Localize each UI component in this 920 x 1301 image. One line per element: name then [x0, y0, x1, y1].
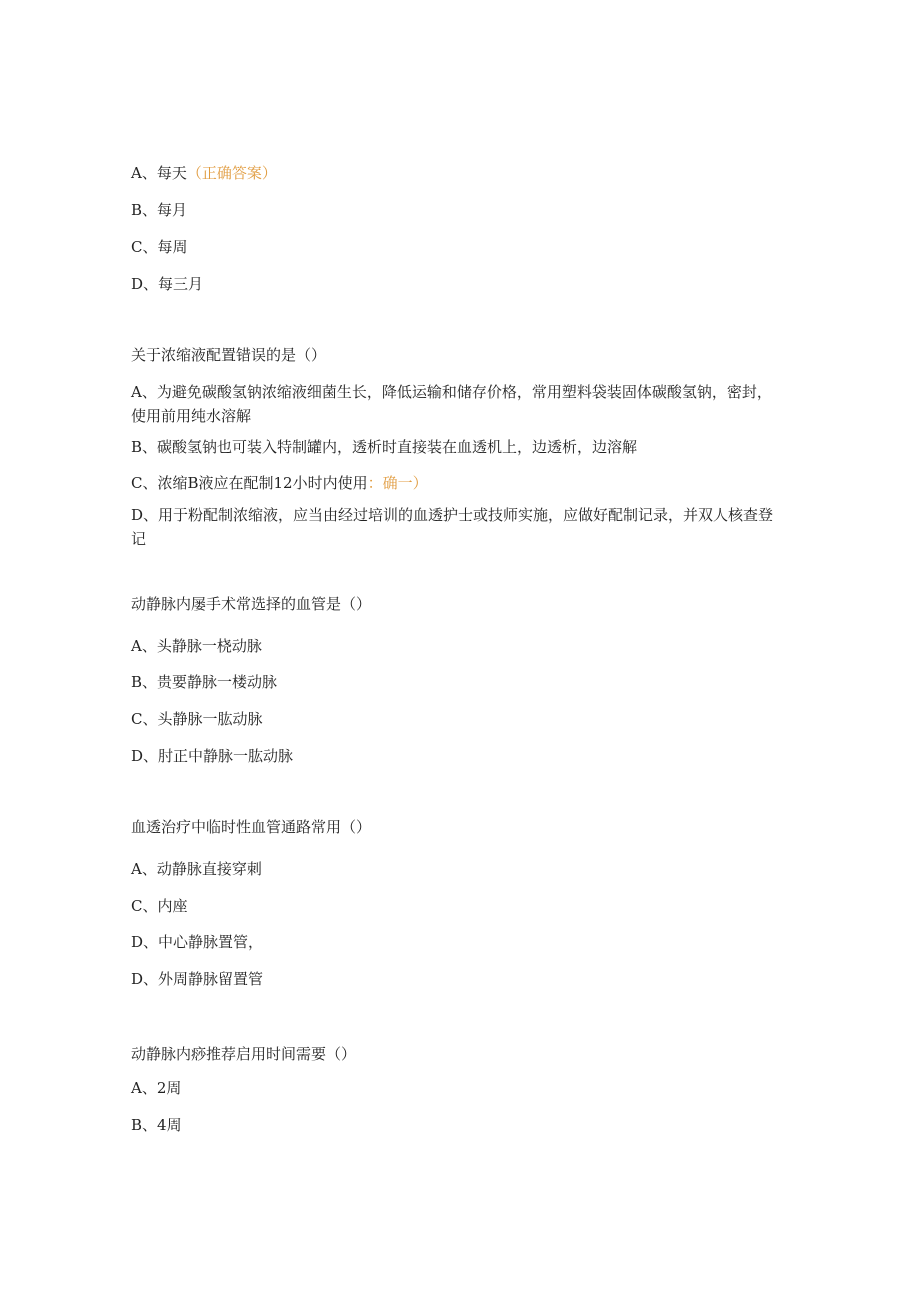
question-3: 血透治疗中临时性血管通路常用（）	[131, 818, 372, 836]
option-2-c: C、头静脉一肱动脉	[131, 710, 263, 728]
question-4: 动静脉内痧推荐启用时间需要（）	[131, 1045, 357, 1063]
option-3-a: A、动静脉直接穿刺	[131, 860, 262, 878]
option-0-a	[131, 161, 791, 185]
correct-answer-mark: （正确答案）	[186, 164, 277, 182]
option-text: C、浓缩B液应在配制12小时内使用	[131, 474, 368, 492]
option-3-c: C、内座	[131, 897, 188, 915]
option-1-c	[131, 471, 791, 495]
option-0-b: B、每月	[131, 201, 188, 219]
question-2: 动静脉内屡手术常选择的血管是（）	[131, 595, 372, 613]
option-3-d2: D、外周静脉留置管	[131, 970, 264, 988]
option-4-a: A、2周	[131, 1079, 182, 1097]
option-0-d: D、每三月	[131, 275, 204, 293]
correct-answer-mark: ：确一）	[367, 474, 428, 492]
option-1-d: D、用于粉配制浓缩液，应当由经过培训的血透护士或技师实施，应做好配制记录，并双人核查登记	[131, 506, 774, 548]
option-1-a: A、为避免碳酸氢钠浓缩液细菌生长，降低运输和储存价格，常用塑料袋装固体碳酸氢钠，密封，使用前用纯水溶解	[131, 383, 772, 425]
question-1: 关于浓缩液配置错误的是（）	[131, 346, 327, 364]
option-2-b: B、贵要静脉一楼动脉	[131, 673, 278, 691]
option-4-b: B、4周	[131, 1116, 182, 1134]
option-2-d: D、肘正中静脉一肱动脉	[131, 747, 294, 765]
option-0-c: C、每周	[131, 238, 188, 256]
option-1-b: B、碳酸氢钠也可装入特制罐内，透析时直接装在血透机上，边透析，边溶解	[131, 438, 638, 456]
option-text: A、每天	[131, 164, 187, 182]
option-2-a: A、头静脉一桡动脉	[131, 637, 262, 655]
option-3-d: D、中心静脉置管，	[131, 933, 264, 951]
